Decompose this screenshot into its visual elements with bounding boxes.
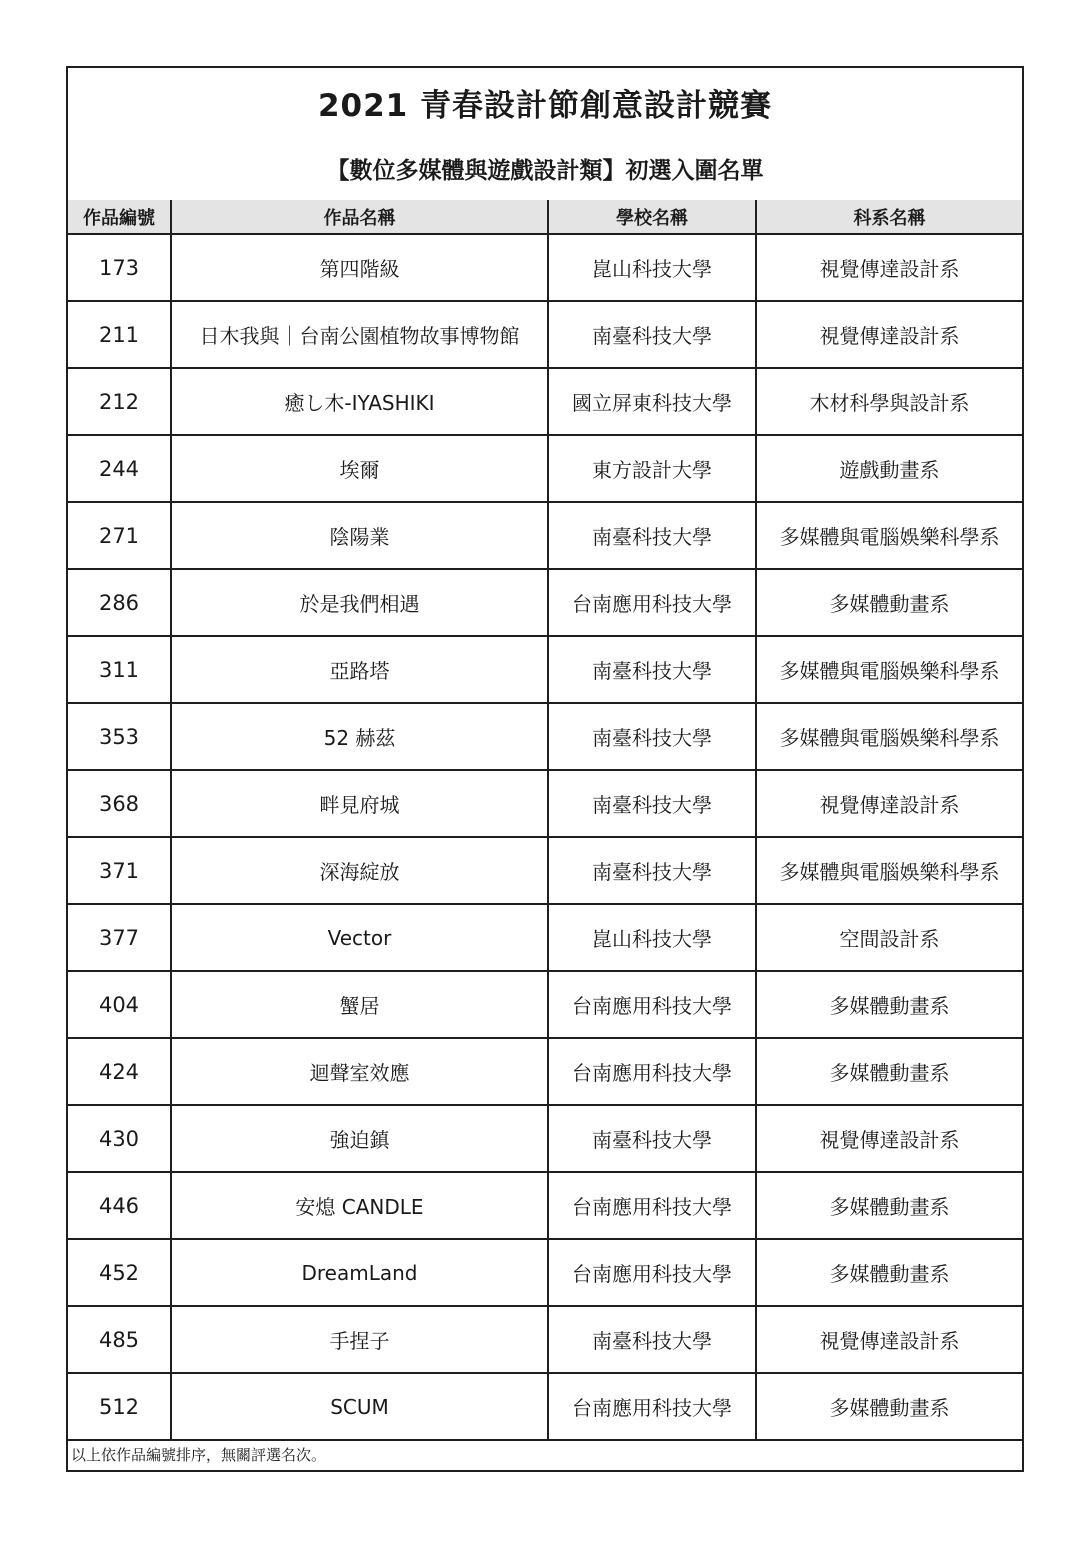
cell-work-name: 手捏子 bbox=[171, 1306, 548, 1373]
cell-work-name: 迴聲室效應 bbox=[171, 1038, 548, 1105]
cell-work-name: 陰陽業 bbox=[171, 502, 548, 569]
cell-work-name: 亞路塔 bbox=[171, 636, 548, 703]
cell-school: 南臺科技大學 bbox=[548, 1306, 756, 1373]
table-row bbox=[68, 301, 1022, 368]
title-block bbox=[68, 68, 1022, 202]
cell-work-name: SCUM bbox=[171, 1373, 548, 1440]
table-row bbox=[68, 569, 1022, 636]
cell-department: 多媒體動畫系 bbox=[756, 1038, 1022, 1105]
page-subtitle: 【數位多媒體與遊戲設計類】初選入圍名單 bbox=[326, 158, 764, 184]
cell-school: 南臺科技大學 bbox=[548, 636, 756, 703]
cell-department: 遊戲動畫系 bbox=[756, 435, 1022, 502]
cell-department: 多媒體動畫系 bbox=[756, 1172, 1022, 1239]
table-row bbox=[68, 971, 1022, 1038]
cell-number: 485 bbox=[68, 1306, 171, 1373]
cell-number: 368 bbox=[68, 770, 171, 837]
cell-work-name: Vector bbox=[171, 904, 548, 971]
cell-school: 南臺科技大學 bbox=[548, 502, 756, 569]
cell-school: 台南應用科技大學 bbox=[548, 1038, 756, 1105]
column-header-department: 科系名稱 bbox=[756, 200, 1022, 234]
cell-number: 424 bbox=[68, 1038, 171, 1105]
cell-number: 211 bbox=[68, 301, 171, 368]
cell-department: 多媒體動畫系 bbox=[756, 569, 1022, 636]
cell-department: 空間設計系 bbox=[756, 904, 1022, 971]
cell-work-name: 癒し木-IYASHIKI bbox=[171, 368, 548, 435]
cell-department: 木材科學與設計系 bbox=[756, 368, 1022, 435]
table-row bbox=[68, 1105, 1022, 1172]
table-header-row bbox=[68, 200, 1022, 234]
cell-school: 台南應用科技大學 bbox=[548, 1373, 756, 1440]
cell-department: 視覺傳達設計系 bbox=[756, 1306, 1022, 1373]
cell-department: 多媒體與電腦娛樂科學系 bbox=[756, 636, 1022, 703]
cell-work-name: 於是我們相遇 bbox=[171, 569, 548, 636]
table-row bbox=[68, 1172, 1022, 1239]
table-row bbox=[68, 502, 1022, 569]
cell-department: 視覺傳達設計系 bbox=[756, 234, 1022, 301]
cell-number: 404 bbox=[68, 971, 171, 1038]
column-header-school: 學校名稱 bbox=[548, 200, 756, 234]
cell-number: 512 bbox=[68, 1373, 171, 1440]
cell-work-name: 52 赫茲 bbox=[171, 703, 548, 770]
cell-department: 視覺傳達設計系 bbox=[756, 301, 1022, 368]
table-row bbox=[68, 837, 1022, 904]
cell-department: 多媒體動畫系 bbox=[756, 971, 1022, 1038]
cell-department: 多媒體與電腦娛樂科學系 bbox=[756, 837, 1022, 904]
table-row bbox=[68, 435, 1022, 502]
cell-school: 東方設計大學 bbox=[548, 435, 756, 502]
table-row bbox=[68, 1038, 1022, 1105]
cell-number: 212 bbox=[68, 368, 171, 435]
cell-number: 430 bbox=[68, 1105, 171, 1172]
document-sheet bbox=[66, 66, 1024, 1472]
cell-school: 南臺科技大學 bbox=[548, 703, 756, 770]
cell-school: 台南應用科技大學 bbox=[548, 1239, 756, 1306]
column-header-number: 作品編號 bbox=[68, 200, 171, 234]
cell-work-name: 強迫鎮 bbox=[171, 1105, 548, 1172]
cell-work-name: 安熄 CANDLE bbox=[171, 1172, 548, 1239]
cell-department: 多媒體動畫系 bbox=[756, 1373, 1022, 1440]
cell-number: 371 bbox=[68, 837, 171, 904]
cell-school: 南臺科技大學 bbox=[548, 837, 756, 904]
cell-school: 南臺科技大學 bbox=[548, 301, 756, 368]
cell-number: 286 bbox=[68, 569, 171, 636]
table-row bbox=[68, 636, 1022, 703]
table-row bbox=[68, 1239, 1022, 1306]
cell-work-name: 日木我與｜台南公園植物故事博物館 bbox=[171, 301, 548, 368]
table-row bbox=[68, 770, 1022, 837]
cell-number: 271 bbox=[68, 502, 171, 569]
cell-number: 311 bbox=[68, 636, 171, 703]
cell-number: 353 bbox=[68, 703, 171, 770]
cell-work-name: 畔見府城 bbox=[171, 770, 548, 837]
cell-school: 台南應用科技大學 bbox=[548, 569, 756, 636]
cell-department: 多媒體與電腦娛樂科學系 bbox=[756, 502, 1022, 569]
cell-school: 崑山科技大學 bbox=[548, 234, 756, 301]
cell-school: 台南應用科技大學 bbox=[548, 971, 756, 1038]
cell-number: 446 bbox=[68, 1172, 171, 1239]
cell-work-name: 埃爾 bbox=[171, 435, 548, 502]
cell-department: 多媒體動畫系 bbox=[756, 1239, 1022, 1306]
page-title: 2021 青春設計節創意設計競賽 bbox=[317, 88, 773, 124]
table-row bbox=[68, 1306, 1022, 1373]
cell-school: 國立屏東科技大學 bbox=[548, 368, 756, 435]
cell-number: 244 bbox=[68, 435, 171, 502]
cell-department: 多媒體與電腦娛樂科學系 bbox=[756, 703, 1022, 770]
cell-work-name: 深海綻放 bbox=[171, 837, 548, 904]
table-body bbox=[68, 234, 1022, 1440]
cell-department: 視覺傳達設計系 bbox=[756, 1105, 1022, 1172]
table-row bbox=[68, 904, 1022, 971]
table-row bbox=[68, 1373, 1022, 1440]
table-row bbox=[68, 234, 1022, 301]
cell-department: 視覺傳達設計系 bbox=[756, 770, 1022, 837]
footnote: 以上依作品編號排序，無關評選名次。 bbox=[71, 1446, 327, 1464]
cell-number: 173 bbox=[68, 234, 171, 301]
table-row bbox=[68, 368, 1022, 435]
cell-work-name: 蟹居 bbox=[171, 971, 548, 1038]
cell-work-name: 第四階級 bbox=[171, 234, 548, 301]
column-header-work: 作品名稱 bbox=[171, 200, 548, 234]
cell-number: 377 bbox=[68, 904, 171, 971]
cell-school: 崑山科技大學 bbox=[548, 904, 756, 971]
cell-school: 南臺科技大學 bbox=[548, 1105, 756, 1172]
cell-number: 452 bbox=[68, 1239, 171, 1306]
cell-school: 南臺科技大學 bbox=[548, 770, 756, 837]
finalist-table bbox=[68, 200, 1022, 1441]
cell-school: 台南應用科技大學 bbox=[548, 1172, 756, 1239]
table-row bbox=[68, 703, 1022, 770]
cell-work-name: DreamLand bbox=[171, 1239, 548, 1306]
